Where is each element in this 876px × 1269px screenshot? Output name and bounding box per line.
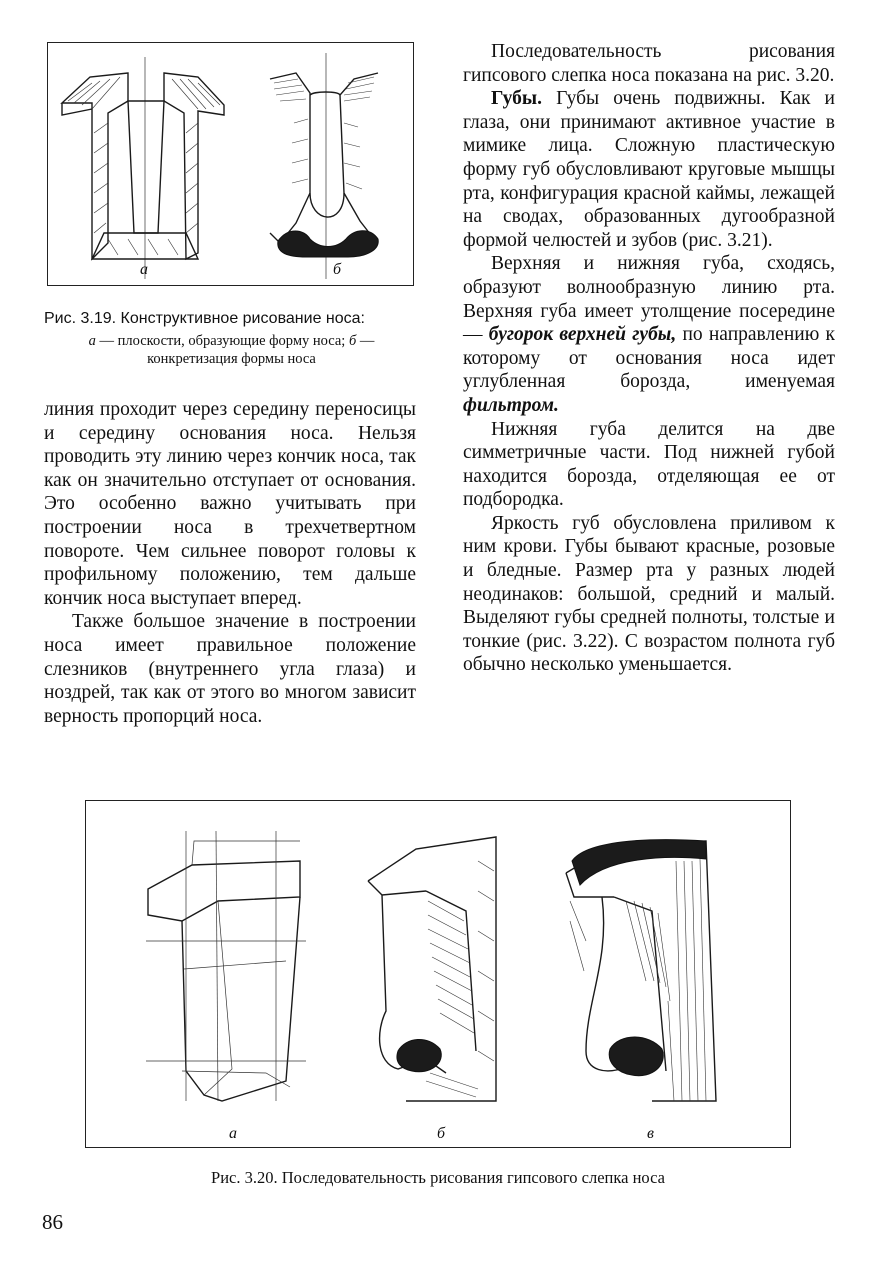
legend-text-b: — конкретизация формы носа (147, 333, 375, 367)
nose-planes-drawing (48, 43, 415, 287)
paragraph (463, 252, 835, 417)
nose-form-icon (270, 53, 378, 279)
figure-caption: Рис. 3.19. Конструктивное рисование носа: (44, 310, 365, 327)
paragraph-text: Верхняя и нижняя губа, сходясь, образуют волнообразную линию рта. Верхняя губа имеет утолщение посередине — (463, 253, 835, 346)
nose-tonal-icon (368, 837, 496, 1101)
paragraph (463, 87, 835, 252)
nose-planes-icon (62, 57, 224, 279)
legend-letter-b: б (348, 333, 357, 349)
figure-label-a: а (229, 1125, 237, 1142)
section-heading: Губы. (491, 88, 543, 110)
paragraph-text: по направлению к которому от основания носа идет углубленная борозда, именуемая (463, 324, 836, 393)
term: бугорок верхней губы, (488, 324, 677, 346)
legend-text-a: — плоскости, образующие форму носа; (95, 333, 349, 349)
paragraph: Также большое значение в построении носа имеет правильное положение слезников (внутреннего угла глаза) и ноздрей, так как от этого во многом зависит верность пропорций носа. (44, 611, 416, 727)
figure-3-19 (47, 42, 414, 286)
figure-label-c: в (647, 1125, 654, 1142)
figure-caption: Рис. 3.20. Последовательность рисования гипсового слепка носа (211, 1168, 665, 1187)
nose-construction-icon (146, 831, 306, 1101)
nose-drawing-sequence (86, 801, 792, 1149)
figure-label-b: б (437, 1125, 446, 1142)
figure-3-20 (85, 800, 791, 1148)
figure-label-a: а (140, 261, 148, 278)
legend-letter-a: а (88, 333, 96, 349)
nose-finished-icon (566, 840, 716, 1101)
figure-caption-legend (44, 332, 419, 368)
figure-label-b: б (333, 261, 342, 278)
page-number: 86 (42, 1210, 63, 1234)
paragraph: Нижняя губа делится на две симметричные части. Под нижней губой находится борозда, отделяющая ее от подбородка. (463, 418, 835, 511)
paragraph: линия проходит через середину переносицы и середину основания носа. Нельзя проводить эту линию через кончик носа, так как он значительно отступает от основания. Это особенно важно учитывать при построении носа в трехчетвертном повороте. Чем сильнее поворот головы к профильному положению, тем дальше кончик носа выступает вперед. (44, 399, 416, 609)
left-text-column (44, 398, 416, 728)
paragraph: Последовательность рисования гипсового слепка носа показана на рис. 3.20. (463, 41, 835, 86)
term: фильтром. (463, 394, 559, 416)
paragraph-text: Губы очень подвижны. Как и глаза, они принимают активное участие в мимике лица. Сложную пластическую форму губ обусловливают круговые мышцы рта, конфигурация красной каймы, лежащей на сводах, образованных дугообразной формой челюстей и зубов (рис. 3.21). (463, 88, 835, 251)
right-text-column (463, 40, 835, 677)
paragraph: Яркость губ обусловлена приливом к ним крови. Губы бывают красные, розовые и бледные. Размер рта у разных людей неодинаков: большой, средний и малый. Выделяют губы средней полноты, толстые и тонкие (рис. 3.22). С возрастом полнота губ обычно несколько уменьшается. (463, 512, 835, 676)
